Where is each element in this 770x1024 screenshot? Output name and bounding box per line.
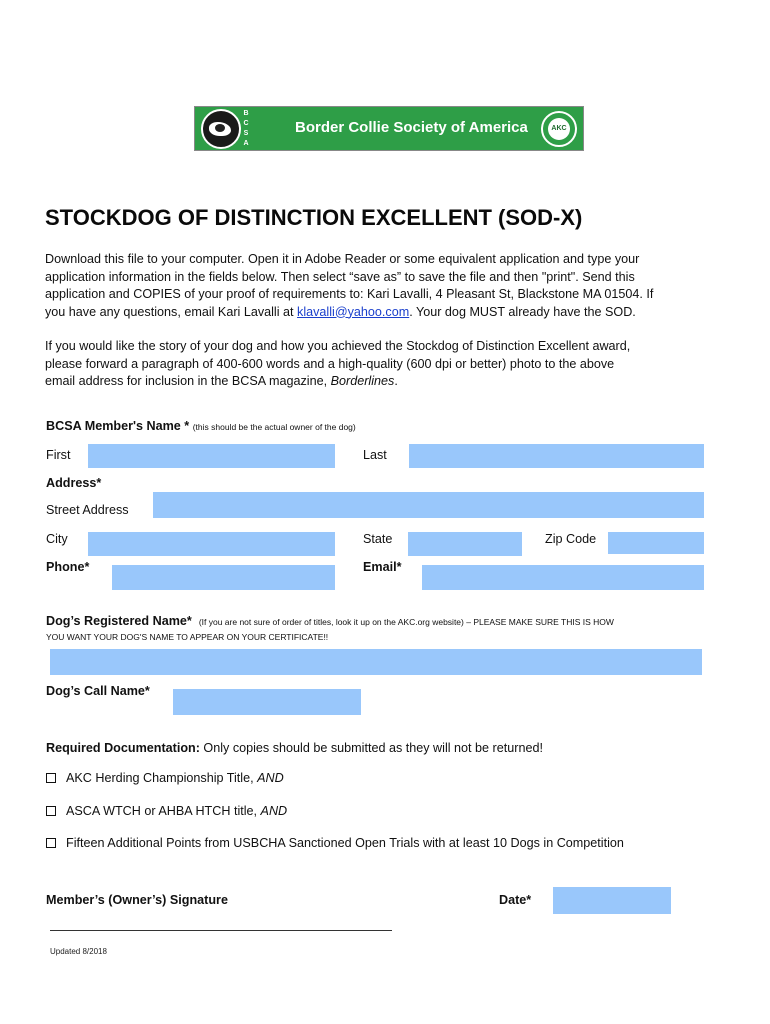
phone-field[interactable] [112, 565, 335, 590]
last-name-field[interactable] [409, 444, 704, 468]
email-label: Email* [363, 560, 402, 574]
bcsa-letters: B C S A [243, 110, 249, 147]
checkbox-icon[interactable] [46, 838, 56, 848]
city-field[interactable] [88, 532, 335, 556]
doc-item-usbcha[interactable]: Fifteen Additional Points from USBCHA Sanctioned Open Trials with at least 10 Dogs in Competition [46, 836, 624, 850]
story-paragraph: If you would like the story of your dog and how you achieved the Stockdog of Distinction Excellent award, please forward a paragraph of 400-600 words and a high-quality (600 dpi or better) photo to the above email address for inclusion in the BCSA magazine, Borderlines. [45, 339, 631, 388]
zip-code-label: Zip Code [545, 532, 597, 546]
first-name-field[interactable] [88, 444, 335, 468]
doc-item-asca[interactable]: ASCA WTCH or AHBA HTCH title, AND [46, 804, 287, 818]
member-name-heading: BCSA Member's Name * (this should be the actual owner of the dog) [46, 419, 356, 433]
bcsa-banner [194, 106, 584, 151]
checkbox-icon[interactable] [46, 806, 56, 816]
email-field[interactable] [422, 565, 704, 590]
dog-call-name-field[interactable] [173, 689, 361, 715]
date-field[interactable] [553, 887, 671, 914]
dog-registered-name-heading: Dog’s Registered Name* (If you are not sure of order of titles, look it up on the AKC.org website) – PLEASE MAKE SURE THIS IS HOW [46, 614, 614, 628]
signature-label: Member’s (Owner’s) Signature [46, 893, 228, 907]
updated-note: Updated 8/2018 [50, 947, 107, 956]
last-name-label: Last [363, 448, 387, 462]
akc-seal-label: AKC [548, 118, 570, 140]
email-link[interactable]: klavalli@yahoo.com [297, 304, 410, 319]
city-label: City [46, 532, 68, 546]
address-heading: Address* [46, 476, 102, 490]
state-field[interactable] [408, 532, 522, 556]
date-label: Date* [499, 893, 532, 907]
page-title: STOCKDOG OF DISTINCTION EXCELLENT (SOD-X) [45, 205, 583, 230]
zip-code-field[interactable] [608, 532, 704, 554]
first-name-label: First [46, 448, 71, 462]
state-label: State [363, 532, 393, 546]
dog-call-name-label: Dog’s Call Name* [46, 684, 150, 698]
street-address-label: Street Address [46, 503, 129, 517]
banner-title: Border Collie Society of America [295, 119, 528, 136]
border-collie-logo-icon [201, 109, 241, 149]
dog-registered-name-field[interactable] [50, 649, 702, 675]
doc-item-akc[interactable]: AKC Herding Championship Title, AND [46, 771, 284, 785]
required-documentation: Required Documentation: Only copies should be submitted as they will not be returned! [46, 741, 543, 755]
magazine-name: Borderlines [330, 374, 395, 388]
phone-label: Phone* [46, 560, 90, 574]
instructions-paragraph: Download this file to your computer. Open it in Adobe Reader or some equivalent application and type your application information in the fields below. Then select “save as” to save the file and then "print". Send this application and COPIES of your proof of requirements to: Kari Lavalli, 4 Pleasant St, Blackstone MA 01504. If you have any questions, email Kari Lavalli at klavalli@yahoo.com. Your dog MUST already have the SOD. [45, 252, 654, 319]
checkbox-icon[interactable] [46, 773, 56, 783]
akc-seal-icon [541, 111, 577, 147]
street-address-field[interactable] [153, 492, 704, 518]
dog-registered-name-note: YOU WANT YOUR DOG'S NAME TO APPEAR ON YOUR CERTIFICATE!! [46, 632, 329, 642]
signature-line[interactable] [50, 930, 392, 931]
